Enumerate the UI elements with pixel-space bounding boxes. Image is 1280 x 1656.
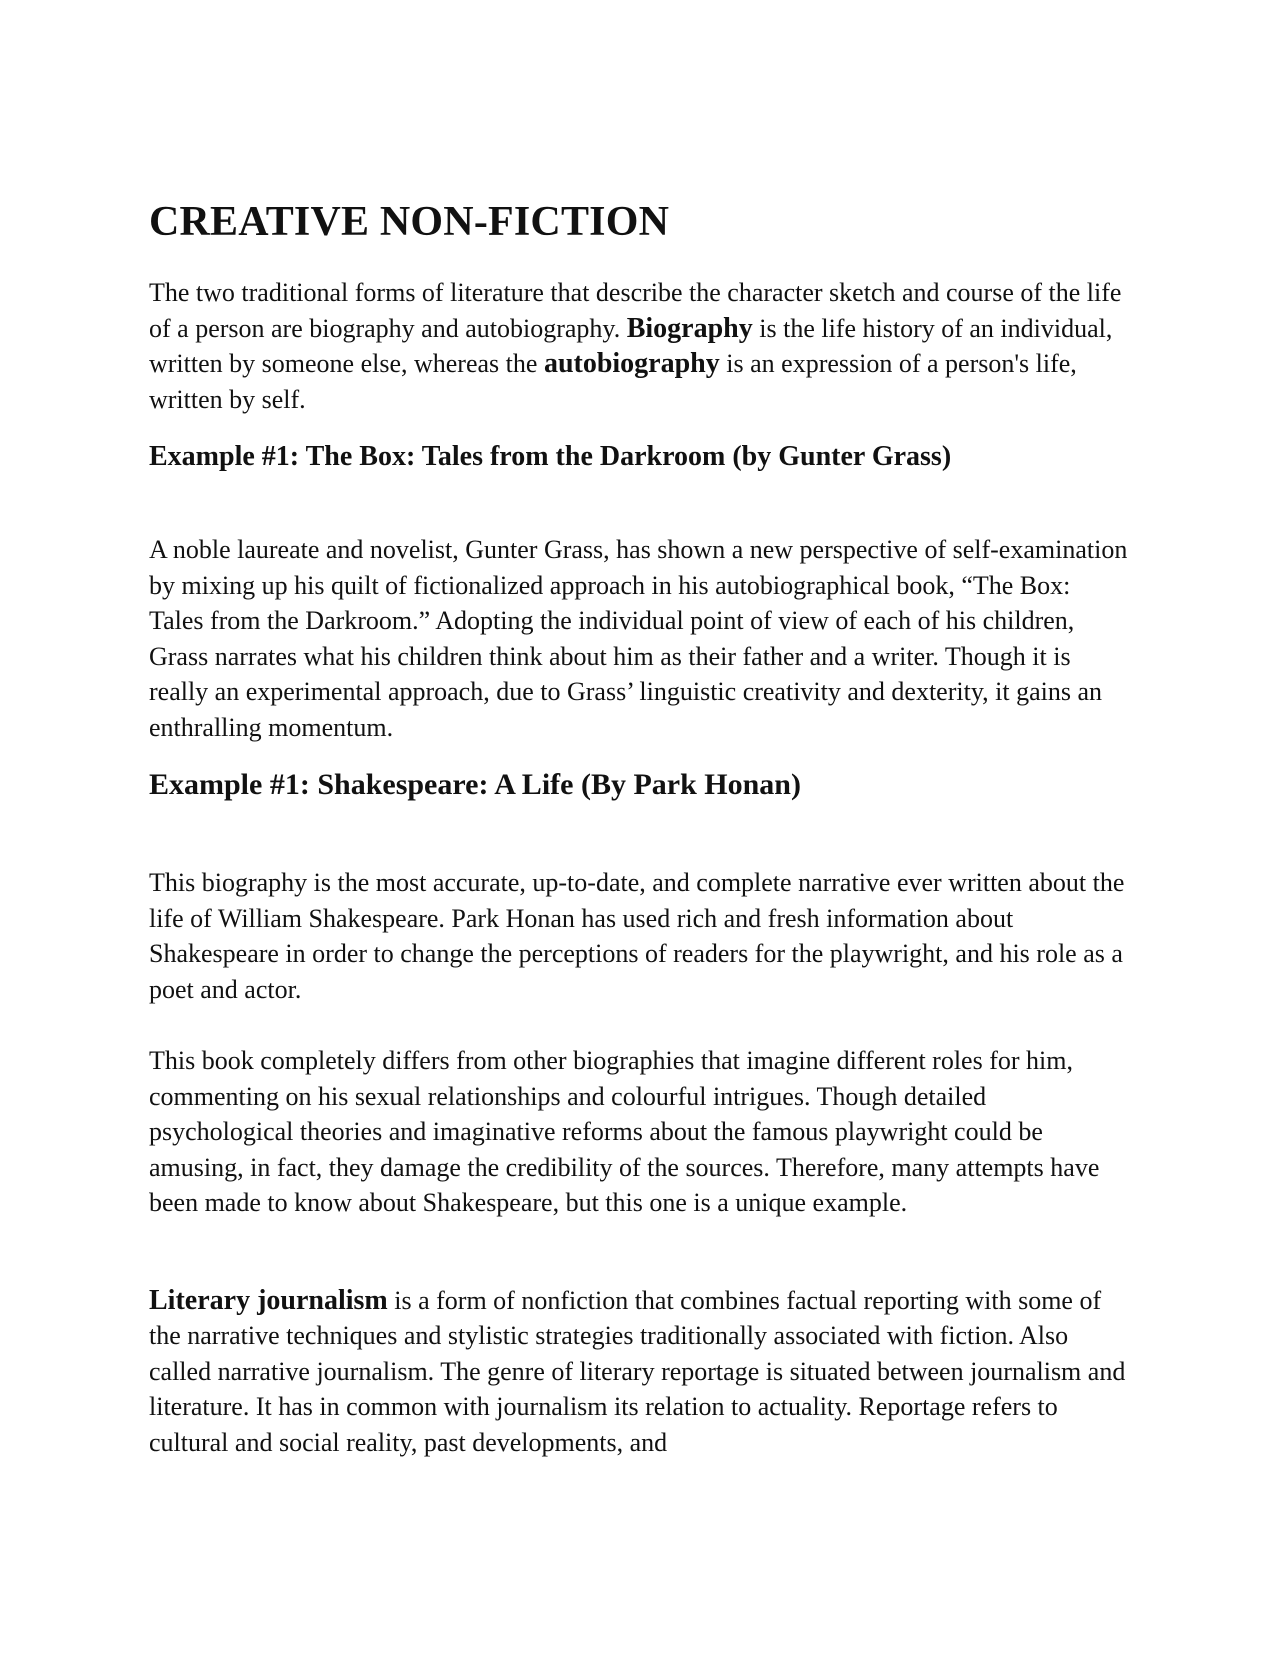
example1-heading: Example #1: The Box: Tales from the Darkroom (by Gunter Grass) — [149, 441, 952, 472]
example2-heading: Example #1: Shakespeare: A Life (By Park Honan) — [149, 768, 801, 801]
literary-journalism-term: Literary journalism — [149, 1284, 388, 1316]
literary-journalism-text: is a form of nonfiction that combines factual reporting with some of the narrative techniques and stylistic strategies traditionally associated with fiction. Also called narrative journalism. The genre of literary reportage is situated between journalism and literature. It has in common with journalism its relation to actuality. Reportage refers to cultural and social reality, past developments, and — [149, 1285, 1126, 1457]
biography-term: Biography — [626, 312, 753, 344]
intro-paragraph — [149, 275, 1129, 417]
intro-text-1: The two traditional forms of literature that describe the character sketch and course of the life of a person are biography and autobiography. — [149, 278, 1122, 343]
autobiography-term: autobiography — [543, 348, 720, 379]
example1-paragraph: A noble laureate and novelist, Gunter Grass, has shown a new perspective of self-examination by mixing up his quilt of fictionalized approach in his autobiographical book, “The Box: Tales from the Darkroom.” Adopting the individual point of view of each of his children, Grass narrates what his children think about him as their father and a writer. Though it is really an experimental approach, due to Grass’ linguistic creativity and dexterity, it gains an enthralling momentum. — [149, 535, 1128, 742]
intro-text-2: is the life history of an individual, written by someone else, whereas the — [149, 313, 1113, 378]
page-title: CREATIVE NON-FICTION — [149, 199, 670, 245]
example2-paragraph-1: This biography is the most accurate, up-to-date, and complete narrative ever written about the life of William Shakespeare. Park Honan has used rich and fresh information about Shakespeare in order to change the perceptions of readers for the playwright, and his role as a poet and actor. — [149, 868, 1125, 1004]
literary-journalism-paragraph — [149, 1283, 1129, 1461]
intro-text-3: is an expression of a person's life, written by self. — [149, 349, 1077, 414]
example2-paragraph-2: This book completely differs from other biographies that imagine different roles for him, commenting on his sexual relationships and colourful intrigues. Though detailed psychological theories and imaginative reforms about the famous playwright could be amusing, in fact, they damage the credibility of the sources. Therefore, many attempts have been made to know about Shakespeare, but this one is a unique example. — [149, 1046, 1100, 1217]
document-page — [149, 195, 1129, 1460]
